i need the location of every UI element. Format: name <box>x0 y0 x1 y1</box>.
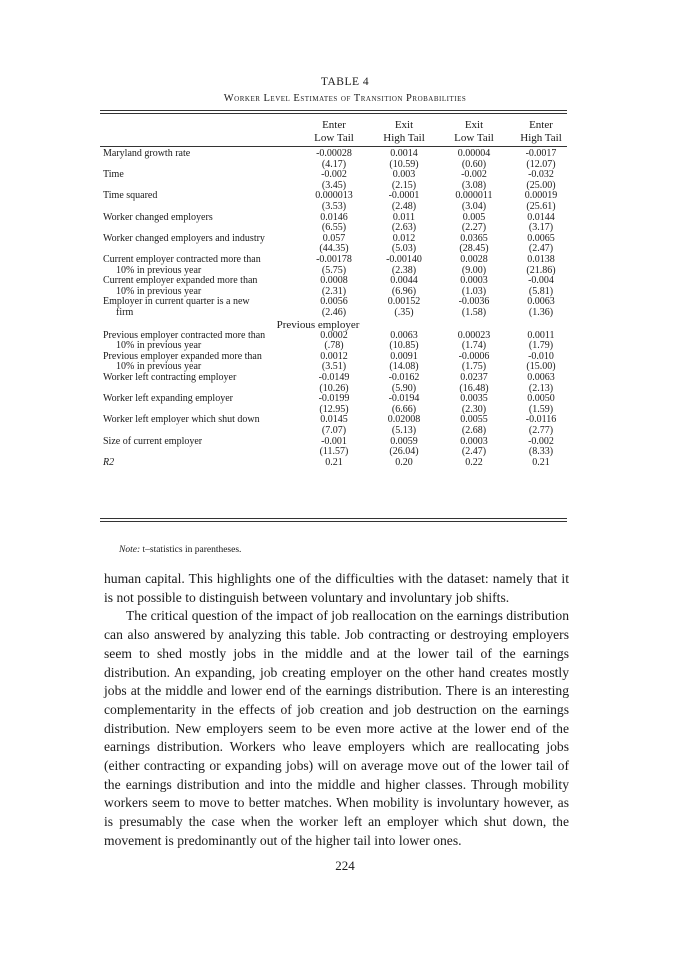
table-cell-value: -0.0006 <box>458 350 490 362</box>
table-cell-value: 0.0138 <box>527 254 555 265</box>
table-cell-tstat: (2.77) <box>528 425 554 436</box>
section-label-previous-employer: Previous employer <box>276 319 360 332</box>
table-title: Worker Level Estimates of Transition Probabilities <box>223 93 467 104</box>
table-cell-tstat: (5.75) <box>321 264 347 276</box>
table-cell-tstat: (3.04) <box>461 201 487 212</box>
table-cell-value: 0.0011 <box>527 329 555 341</box>
table-cell-value: -0.0162 <box>388 372 420 383</box>
table-cell-value: 0.21 <box>532 456 550 468</box>
row-label: Worker changed employers <box>103 211 213 223</box>
table-cell-tstat: (5.81) <box>528 285 554 297</box>
table-number: TABLE 4 <box>320 76 370 88</box>
row-label: Time <box>103 169 124 181</box>
table-cell-tstat: (3.53) <box>321 201 347 212</box>
row-label: 10% in previous year <box>116 340 202 352</box>
table-cell-tstat: (44.35) <box>319 243 349 255</box>
table-bottom-rule <box>100 518 567 519</box>
table-cell-tstat: (15.00) <box>526 361 556 373</box>
table-cell-tstat: (12.07) <box>526 158 556 170</box>
row-label: Previous employer expanded more than <box>103 350 262 362</box>
table-cell-value: -0.001 <box>321 435 347 447</box>
table-cell-tstat: (6.66) <box>391 403 417 415</box>
table-cell-tstat: (3.45) <box>321 179 347 191</box>
row-label: firm <box>116 307 134 318</box>
table-cell-value: 0.0028 <box>460 254 488 265</box>
table-cell-value: 0.21 <box>325 456 343 468</box>
table-cell-value: 0.0003 <box>460 435 488 447</box>
table-cell-value: -0.00140 <box>386 254 422 265</box>
table-cell-value: 0.012 <box>392 232 416 244</box>
table-cell-tstat: (1.75) <box>461 361 487 373</box>
table-cell-tstat: (0.60) <box>461 158 487 170</box>
table-cell-value: 0.0063 <box>527 296 555 308</box>
table-cell-value: 0.00023 <box>457 329 491 341</box>
table-cell-value: -0.0116 <box>525 414 557 426</box>
note-prefix: Note: <box>119 545 141 555</box>
table-cell-value: -0.032 <box>528 169 554 181</box>
table-cell-value: 0.00019 <box>524 190 558 202</box>
table-cell-tstat: (7.07) <box>321 425 347 436</box>
column-header-line: Low Tail <box>454 132 494 144</box>
table-cell-tstat: (.35) <box>394 307 414 318</box>
table-cell-value: 0.0012 <box>320 350 348 362</box>
table-cell-value: 0.00152 <box>387 296 421 308</box>
table-cell-value: 0.0063 <box>390 329 418 341</box>
table-cell-value: 0.0044 <box>390 275 418 287</box>
table-cell-value: 0.0014 <box>390 148 418 159</box>
table-cell-tstat: (2.15) <box>391 179 417 191</box>
column-header-line: Enter <box>529 119 553 131</box>
body-paragraph: human capital. This highlights one of the difficulties with the dataset: namely that it is not possible to distinguish between voluntary and involuntary job shifts. <box>104 571 569 605</box>
table-cell-value: -0.00028 <box>316 148 352 159</box>
table-top-rule-double <box>100 113 567 114</box>
table-cell-value: -0.002 <box>461 169 487 181</box>
table-cell-tstat: (2.38) <box>391 264 417 276</box>
row-label: Size of current employer <box>103 435 203 447</box>
table-cell-value: -0.0149 <box>318 372 350 383</box>
table-cell-value: 0.000011 <box>455 190 493 202</box>
row-label: 10% in previous year <box>116 361 202 373</box>
row-label: Time squared <box>103 190 158 202</box>
table-cell-tstat: (2.27) <box>461 222 487 234</box>
table-cell-tstat: (2.13) <box>528 382 554 394</box>
table-cell-value: -0.0194 <box>388 393 420 405</box>
table-cell-value: -0.0001 <box>388 190 420 202</box>
table-cell-tstat: (2.31) <box>321 285 347 297</box>
table-header-rule <box>100 146 567 147</box>
table-cell-tstat: (5.90) <box>391 382 417 394</box>
table-cell-tstat: (14.08) <box>389 361 419 373</box>
table-cell-tstat: (10.59) <box>389 158 419 170</box>
table-cell-tstat: (2.68) <box>461 425 487 436</box>
table-cell-value: -0.004 <box>528 275 554 287</box>
column-header-line: Exit <box>394 119 414 131</box>
table-cell-value: 0.0065 <box>527 232 555 244</box>
table-cell-tstat: (3.08) <box>461 179 487 191</box>
table-cell-value: 0.0056 <box>320 296 348 308</box>
table-cell-value: 0.0059 <box>390 435 418 447</box>
table-cell-value: -0.0036 <box>458 296 490 308</box>
table-cell-value: 0.0146 <box>320 211 348 223</box>
table-cell-value: 0.0008 <box>320 275 348 287</box>
table-cell-value: 0.0144 <box>527 211 555 223</box>
column-header-line: Enter <box>322 119 346 131</box>
table-cell-tstat: (11.57) <box>319 446 349 458</box>
table-cell-tstat: (5.13) <box>391 425 417 436</box>
table-cell-tstat: (4.17) <box>321 158 347 170</box>
row-label: Worker left employer which shut down <box>103 414 260 426</box>
row-label: Worker changed employers and industry <box>103 232 265 244</box>
table-cell-tstat: (1.03) <box>461 285 487 297</box>
column-header-line: High Tail <box>383 132 425 144</box>
table-cell-tstat: (2.30) <box>461 403 487 415</box>
table-cell-value: 0.0145 <box>320 414 348 426</box>
table-cell-value: 0.0091 <box>390 350 418 362</box>
table-cell-tstat: (3.17) <box>528 222 554 234</box>
table-cell-tstat: (12.95) <box>319 403 349 415</box>
table-cell-value: 0.0035 <box>460 393 488 405</box>
table-cell-tstat: (2.47) <box>461 446 487 458</box>
table-cell-value: 0.0002 <box>320 329 348 341</box>
row-label: Maryland growth rate <box>103 148 191 159</box>
table-cell-tstat: (26.04) <box>389 446 419 458</box>
body-paragraph: The critical question of the impact of job reallocation on the earnings distribution can also answered by analyzing this table. Job contracting or destroying employers seem to shed mostly jobs in the middle and at the lower tail of the earnings distribution. An expanding, job creating employer on the other hand creates mostly jobs at the middle and lower end of the earnings distribution. There is an interesting complementarity in the effects of job creation and job destruction on the earnings distribution. New employers seem to be even more active at the lower end of the earnings distribution. Workers who leave employers which are reallocating jobs (either contracting or expanding jobs) will on average move out of the lower tail of the earnings distribution and into the middle and higher classes. Through mobility workers seem to move to better matches. When mobility is involuntary however, as is presumably the case when the worker left an employer which shut down, the movement is predominantly out of the higher tail into lower ones. <box>104 608 569 848</box>
table-cell-value: -0.0017 <box>525 148 557 159</box>
table-cell-tstat: (3.51) <box>321 361 347 373</box>
table-top-rule <box>100 110 567 111</box>
row-label: Worker left contracting employer <box>103 372 237 383</box>
row-label: Previous employer contracted more than <box>103 329 266 341</box>
table-cell-tstat: (2.63) <box>391 222 417 234</box>
table-cell-value: 0.02008 <box>387 414 421 426</box>
table-cell-tstat: (2.47) <box>528 243 554 255</box>
table-cell-tstat: (1.79) <box>528 340 554 352</box>
body-text <box>104 570 569 851</box>
table-cell-tstat: (8.33) <box>528 446 554 458</box>
table-cell-value: 0.011 <box>392 211 416 223</box>
table-cell-value: 0.000013 <box>315 190 353 202</box>
table-cell-value: 0.0055 <box>460 414 488 426</box>
table-cell-value: -0.0199 <box>318 393 350 405</box>
table-cell-tstat: (9.00) <box>461 264 487 276</box>
table-cell-value: -0.010 <box>528 350 554 362</box>
table-cell-tstat: (1.74) <box>461 340 487 352</box>
table-cell-value: 0.0237 <box>460 372 488 383</box>
table-cell-value: 0.057 <box>322 232 346 244</box>
table-cell-value: 0.003 <box>392 169 416 181</box>
table-cell-tstat: (25.00) <box>526 179 556 191</box>
table-cell-tstat: (28.45) <box>459 243 489 255</box>
page-number: 224 <box>335 858 355 873</box>
table-cell-tstat: (1.58) <box>461 307 487 318</box>
table-cell-value: 0.0050 <box>527 393 555 405</box>
row-label: Current employer expanded more than <box>103 275 258 287</box>
table-cell-tstat: (2.46) <box>321 307 347 318</box>
column-header-line: Low Tail <box>314 132 354 144</box>
row-label: R2 <box>103 456 115 468</box>
table-cell-tstat: (1.59) <box>528 403 554 415</box>
table-note <box>119 545 241 555</box>
table-cell-tstat: (.78) <box>324 340 344 352</box>
column-header-line: Exit <box>464 119 484 131</box>
table-cell-value: 0.0003 <box>460 275 488 287</box>
table-cell-tstat: (6.55) <box>321 222 347 234</box>
table-cell-tstat: (10.85) <box>389 340 419 352</box>
row-label: 10% in previous year <box>116 264 202 276</box>
table-cell-tstat: (2.48) <box>391 201 417 212</box>
table-cell-value: 0.0063 <box>527 372 555 383</box>
table-cell-tstat: (1.36) <box>528 307 554 318</box>
table-cell-value: 0.00004 <box>457 148 491 159</box>
column-header <box>501 119 581 145</box>
table-cell-tstat: (25.61) <box>526 201 556 212</box>
column-header <box>364 119 444 145</box>
table-cell-value: 0.22 <box>465 456 483 468</box>
table-cell-value: -0.00178 <box>316 254 352 265</box>
row-label: Worker left expanding employer <box>103 393 233 405</box>
note-text: t–statistics in parentheses. <box>140 545 242 555</box>
row-label: 10% in previous year <box>116 285 202 297</box>
row-label: Current employer contracted more than <box>103 254 261 265</box>
row-label: Employer in current quarter is a new <box>103 296 250 308</box>
table-cell-value: -0.002 <box>528 435 554 447</box>
table-cell-value: 0.20 <box>395 456 413 468</box>
table-cell-value: 0.005 <box>462 211 486 223</box>
table-cell-tstat: (5.03) <box>391 243 417 255</box>
table-cell-value: -0.002 <box>321 169 347 181</box>
table-cell-tstat: (16.48) <box>459 382 489 394</box>
table-bottom-rule-double <box>100 521 567 522</box>
table-cell-tstat: (10.26) <box>319 382 349 394</box>
table-cell-value: 0.0365 <box>460 232 488 244</box>
table-cell-tstat: (6.96) <box>391 285 417 297</box>
column-header-line: High Tail <box>520 132 562 144</box>
column-header <box>294 119 374 145</box>
table-cell-tstat: (21.86) <box>526 264 556 276</box>
